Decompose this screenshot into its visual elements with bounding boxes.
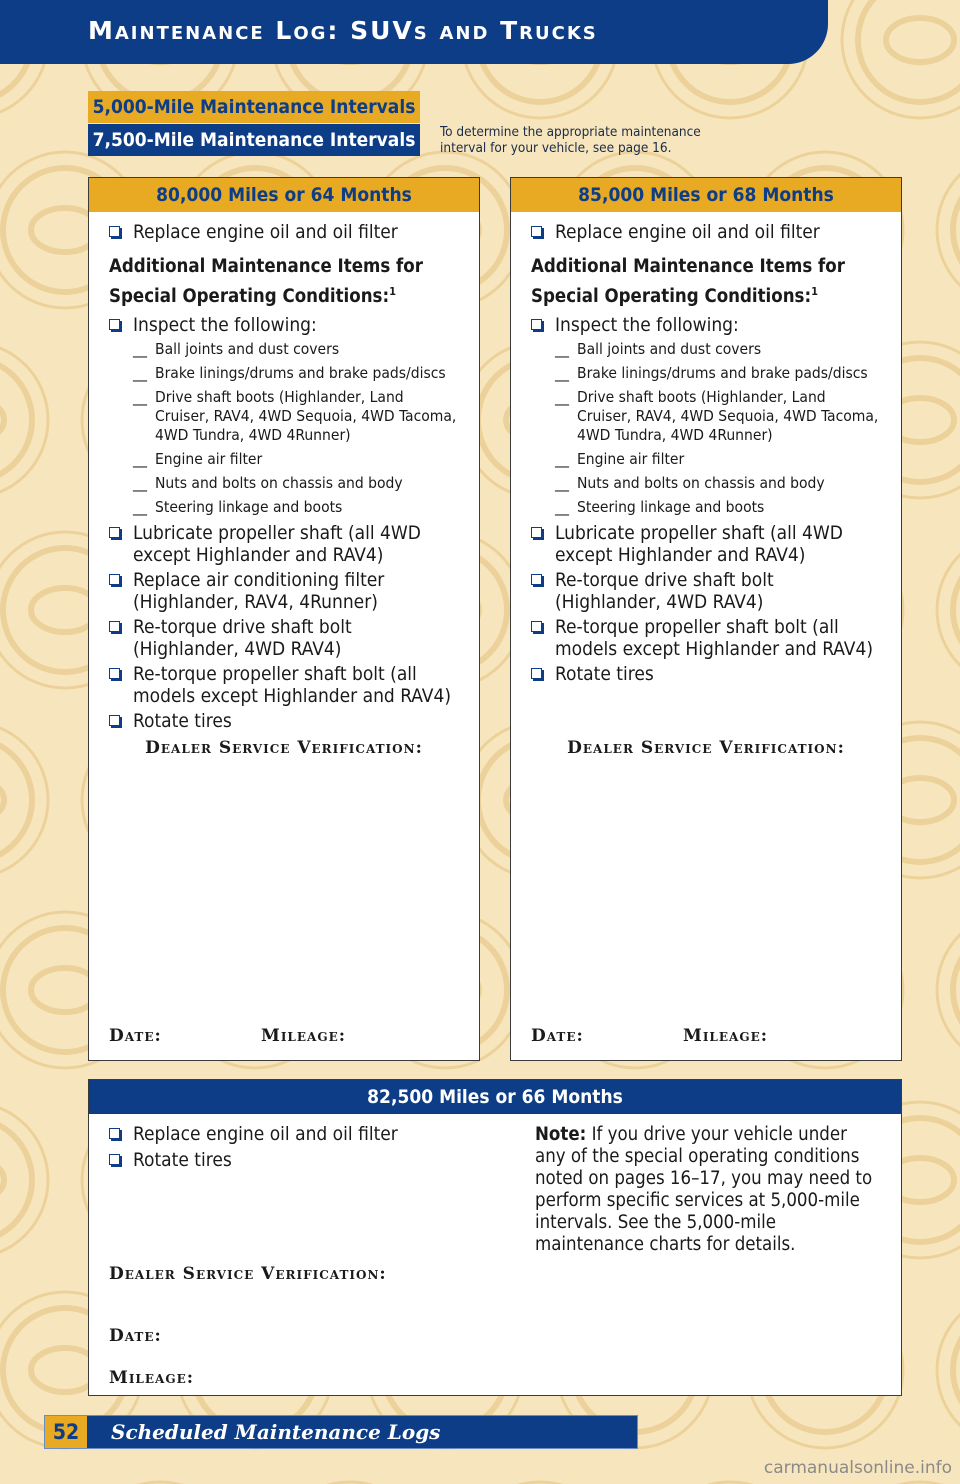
inspect-item[interactable]: __ Brake linings/drums and brake pads/discs	[555, 364, 868, 383]
checklist-item[interactable]	[531, 315, 883, 337]
checkbox-icon[interactable]	[531, 668, 542, 679]
date-mileage-row	[531, 1026, 891, 1046]
checklist-item[interactable]: Replace engine oil and oil filter	[109, 1124, 489, 1146]
blank-line-icon: __	[555, 340, 569, 359]
checkbox-icon[interactable]	[109, 621, 120, 632]
emblem-logo	[0, 398, 4, 442]
inspect-item[interactable]: __ Drive shaft boots (Highlander, Land Cruiser, RAV4, 4WD Sequoia, 4WD Tacoma, 4WD Tundra, 4WD 4Runner)	[133, 388, 457, 445]
blank-line-icon: __	[133, 388, 147, 407]
inspect-item[interactable]: __ Nuts and bolts on chassis and body	[133, 474, 403, 493]
card-title: 80,000 Miles or 64 Months	[89, 178, 479, 212]
inspect-item[interactable]: __ Brake linings/drums and brake pads/discs	[133, 364, 446, 383]
checklist-item[interactable]	[531, 222, 883, 244]
checkbox-icon[interactable]	[109, 319, 120, 330]
blank-line-icon: __	[555, 388, 569, 407]
special-conditions-note	[535, 1124, 875, 1256]
note-label: Note:	[535, 1124, 587, 1145]
date-label: Date:	[109, 1026, 162, 1046]
inspect-item[interactable]: __ Engine air filter	[555, 450, 685, 469]
emblem-ring	[953, 1308, 960, 1432]
emblem-ring	[0, 722, 48, 878]
emblem-ring	[937, 912, 960, 1068]
checklist-item[interactable]: Rotate tires	[109, 1150, 489, 1172]
emblem-logo	[0, 1158, 4, 1202]
dealer-verification-label: Dealer Service Verification:	[109, 1264, 387, 1284]
card-80000-miles	[88, 177, 480, 1061]
footer-bar	[44, 1415, 638, 1449]
checklist-item[interactable]: Re-torque propeller shaft bolt (all models except Highlander and RAV4)	[109, 664, 461, 707]
checkbox-icon[interactable]	[531, 574, 542, 585]
checklist	[109, 1124, 489, 1175]
emblem-ring	[937, 1292, 960, 1448]
mileage-label: Mileage:	[109, 1368, 194, 1388]
blank-line-icon: __	[133, 498, 147, 517]
checkbox-icon[interactable]	[109, 1154, 120, 1165]
blank-line-icon: __	[555, 364, 569, 383]
emblem-ring	[953, 548, 960, 672]
emblem-logo	[0, 778, 4, 822]
date-mileage-row	[109, 1026, 469, 1046]
special-conditions-heading: Additional Maintenance Items for Special Operating Conditions:$^1$	[109, 255, 423, 307]
checklist-item-label: Replace engine oil and oil filter	[555, 221, 820, 243]
checkbox-icon[interactable]	[531, 319, 542, 330]
emblem-ring	[937, 532, 960, 688]
special-conditions-heading: Additional Maintenance Items for Special Operating Conditions:$^1$	[531, 255, 845, 307]
checkbox-icon[interactable]	[531, 527, 542, 538]
emblem-ring	[858, 0, 960, 102]
checklist-item[interactable]: Re-torque propeller shaft bolt (all models except Highlander and RAV4)	[531, 617, 883, 660]
checkbox-icon[interactable]	[531, 226, 542, 237]
checkbox-icon[interactable]	[109, 715, 120, 726]
checkbox-icon[interactable]	[109, 668, 120, 679]
checkbox-icon[interactable]	[109, 1128, 120, 1139]
card-85000-miles	[510, 177, 902, 1061]
mileage-label: Mileage:	[683, 1026, 768, 1046]
blank-line-icon: __	[133, 340, 147, 359]
checklist-item[interactable]: Replace air conditioning filter (Highlander, RAV4, 4Runner)	[109, 570, 461, 613]
interval-note: To determine the appropriate maintenance interval for your vehicle, see page 16.	[440, 124, 701, 156]
header-banner	[0, 0, 828, 64]
inspect-item[interactable]: __ Nuts and bolts on chassis and body	[555, 474, 825, 493]
checkbox-icon[interactable]	[109, 226, 120, 237]
blank-line-icon: __	[555, 474, 569, 493]
mileage-label: Mileage:	[261, 1026, 346, 1046]
checkbox-icon[interactable]	[531, 621, 542, 632]
inspect-item[interactable]: __ Steering linkage and boots	[133, 498, 343, 517]
checklist-item[interactable]	[109, 222, 461, 244]
emblem-ring	[953, 168, 960, 292]
card-body	[511, 212, 901, 686]
blank-line-icon: __	[133, 474, 147, 493]
footer-title: Scheduled Maintenance Logs	[111, 1420, 441, 1444]
checkbox-icon[interactable]	[109, 574, 120, 585]
inspect-list	[133, 340, 461, 517]
inspect-item[interactable]: __ Ball joints and dust covers	[555, 340, 762, 359]
checklist-item-label: Replace engine oil and oil filter	[133, 221, 398, 243]
checklist-item[interactable]	[109, 315, 461, 337]
card-body	[89, 212, 479, 733]
emblem-ring	[953, 928, 960, 1052]
inspect-item[interactable]: __ Drive shaft boots (Highlander, Land Cruiser, RAV4, 4WD Sequoia, 4WD Tacoma, 4WD Tundra, 4WD 4Runner)	[555, 388, 879, 445]
checklist-item[interactable]: Rotate tires	[109, 711, 461, 733]
note-text: If you drive your vehicle under any of the special operating conditions noted on pages 16–17, you may need to perform specific services at 5,000-mile intervals. See the 5,000-mile maintenance charts for details.	[535, 1124, 873, 1255]
checklist-item[interactable]: Lubricate propeller shaft (all 4WD except Highlander and RAV4)	[531, 523, 883, 566]
dealer-verification-label: Dealer Service Verification:	[567, 738, 845, 758]
emblem-ring	[0, 342, 48, 498]
inspect-item[interactable]: __ Steering linkage and boots	[555, 498, 765, 517]
tab-5000-mile-intervals[interactable]: 5,000-Mile Maintenance Intervals	[88, 91, 420, 123]
emblem-ring	[937, 152, 960, 308]
dealer-verification-label: Dealer Service Verification:	[145, 738, 423, 758]
blank-line-icon: __	[555, 498, 569, 517]
inspect-item[interactable]: __ Engine air filter	[133, 450, 263, 469]
watermark: carmanualsonline.info	[763, 1458, 952, 1478]
inspect-list	[555, 340, 883, 517]
card-82500-miles	[88, 1079, 902, 1396]
card-title: 85,000 Miles or 68 Months	[511, 178, 901, 212]
emblem-ring	[0, 1102, 48, 1258]
checklist-item-label: Inspect the following:	[133, 313, 317, 336]
checklist-item[interactable]: Lubricate propeller shaft (all 4WD except Highlander and RAV4)	[109, 523, 461, 566]
tab-7500-mile-intervals[interactable]: 7,500-Mile Maintenance Intervals	[88, 124, 420, 156]
blank-line-icon: __	[133, 450, 147, 469]
page-title: Maintenance Log: SUVs and Trucks	[88, 16, 598, 45]
card-title: 82,500 Miles or 66 Months	[89, 1080, 901, 1114]
checklist-item-label: Inspect the following:	[555, 313, 739, 336]
inspect-item[interactable]: __ Ball joints and dust covers	[133, 340, 340, 359]
checkbox-icon[interactable]	[109, 527, 120, 538]
blank-line-icon: __	[133, 364, 147, 383]
emblem-logo	[886, 18, 954, 62]
date-label: Date:	[531, 1026, 584, 1046]
checklist-item[interactable]: Re-torque drive shaft bolt (Highlander, 4WD RAV4)	[109, 617, 461, 660]
checklist-item[interactable]: Rotate tires	[531, 664, 883, 686]
date-label: Date:	[109, 1326, 162, 1346]
blank-line-icon: __	[555, 450, 569, 469]
checklist-item[interactable]: Re-torque drive shaft bolt (Highlander, 4WD RAV4)	[531, 570, 883, 613]
page-number: 52	[45, 1416, 87, 1448]
